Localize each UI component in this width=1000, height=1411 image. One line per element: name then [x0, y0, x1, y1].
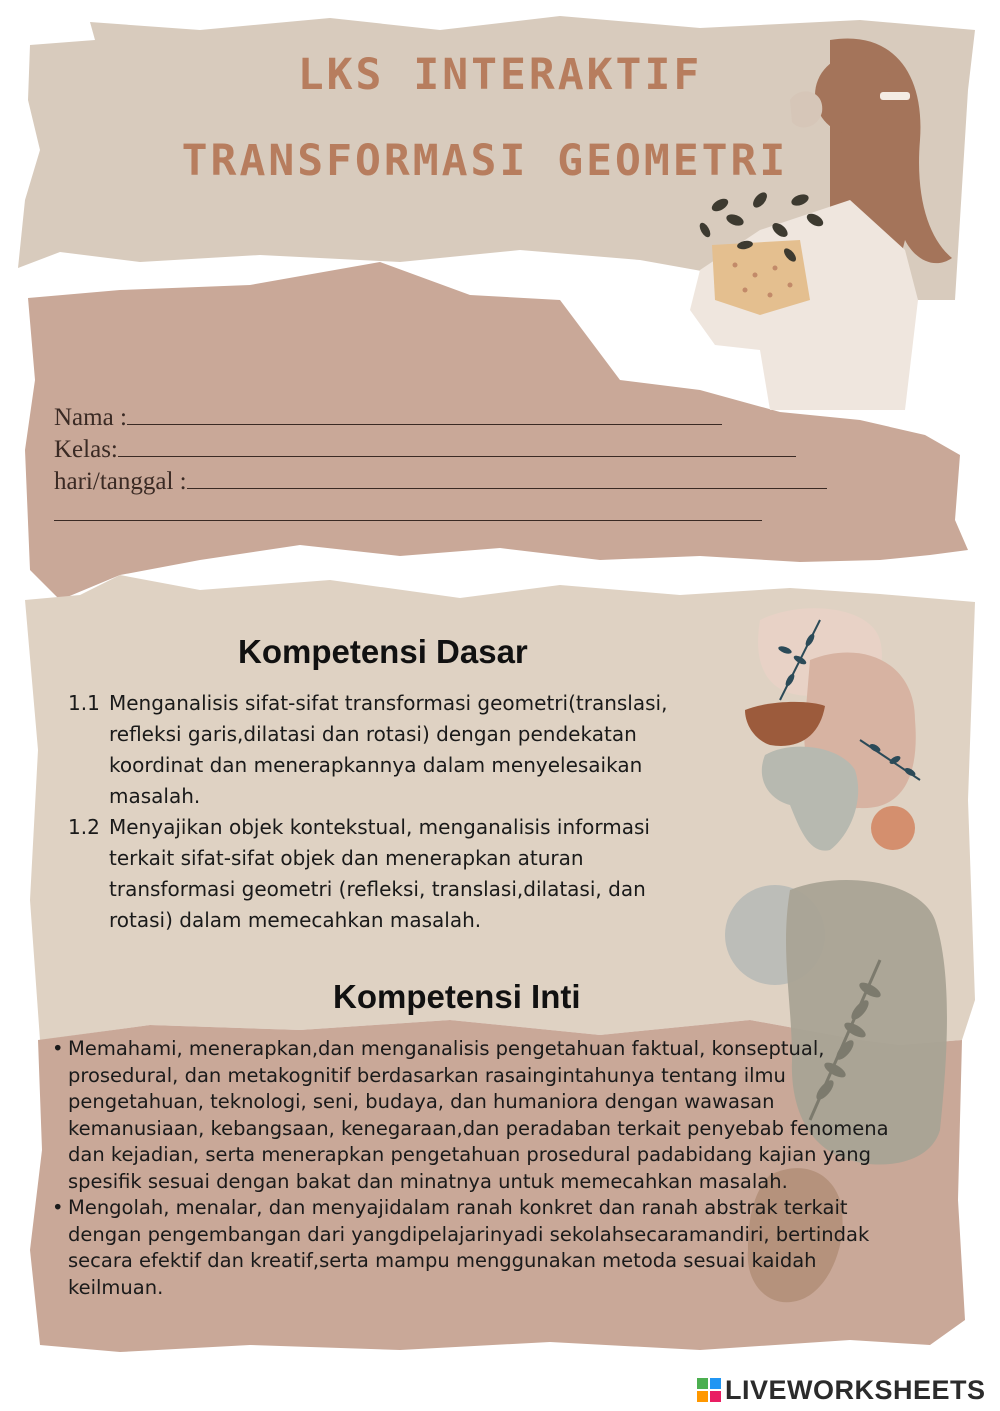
bullet-icon: • — [52, 1196, 64, 1219]
liveworksheets-logo-icon — [697, 1378, 721, 1402]
name-input-line[interactable] — [127, 402, 722, 425]
date-input-line[interactable] — [187, 466, 827, 489]
kompetensi-inti-heading: Kompetensi Inti — [333, 978, 581, 1015]
item-text: Memahami, menerapkan,dan menganalisis pengetahuan faktual, konseptual, prosedural, dan metakognitif berdasarkan rasaingintahunya tentang ilmu pengetahuan, teknologi, seni, budaya, dan humaniora dengan wawasan kemanusiaan, kebangsaan, kenegaraan,dan peradaban terkait penyebab fenomena dan kejadian, serta menerapkan pengetahuan prosedural padabidang kajian yang spesifik sesuai dengan bakat dan minatnya untuk memecahkan masalah. — [68, 1037, 889, 1193]
class-label: Kelas: — [54, 436, 118, 463]
name-label: Nama : — [54, 404, 127, 431]
extra-field-row — [54, 498, 762, 529]
list-item — [52, 1195, 902, 1301]
item-text: Mengolah, menalar, dan menyajidalam ranah konkret dan ranah abstrak terkait dengan pengembangan dari yangdipelajarinyadi sekolahsecaramandiri, bertindak secara efektif dan kreatif,serta mampu menggunakan metoda sesuai kaidah keilmuan. — [68, 1196, 870, 1299]
kompetensi-inti-list — [52, 1036, 902, 1301]
bullet-icon: • — [52, 1037, 64, 1060]
liveworksheets-logo[interactable] — [697, 1372, 986, 1408]
kompetensi-dasar-heading: Kompetensi Dasar — [238, 633, 528, 670]
worksheet-title-line-1: LKS INTERAKTIF — [297, 50, 703, 100]
date-field-row — [54, 466, 827, 497]
item-number: 1.2 — [68, 815, 100, 839]
item-text: Menyajikan objek kontekstual, menganalisis informasi terkait sifat-sifat objek dan menerapkan aturan transformasi geometri (refleksi, translasi,dilatasi, dan rotasi) dalam memecahkan masalah. — [109, 815, 650, 932]
item-text: Menganalisis sifat-sifat transformasi geometri(translasi, refleksi garis,dilatasi dan rotasi) dengan pendekatan koordinat dan menerapkannya dalam menyelesaikan masalah. — [109, 691, 668, 808]
worksheet-title-line-2: TRANSFORMASI GEOMETRI — [181, 136, 789, 186]
name-field-row — [54, 402, 722, 433]
class-field-row — [54, 434, 796, 465]
list-item — [68, 688, 708, 812]
list-item — [68, 812, 708, 936]
class-input-line[interactable] — [118, 434, 796, 457]
kompetensi-dasar-list — [68, 688, 708, 936]
item-number: 1.1 — [68, 691, 100, 715]
list-item — [52, 1036, 902, 1195]
date-label: hari/tanggal : — [54, 468, 187, 495]
extra-input-line[interactable] — [54, 498, 762, 521]
brand-name: LIVEWORKSHEETS — [725, 1374, 986, 1405]
